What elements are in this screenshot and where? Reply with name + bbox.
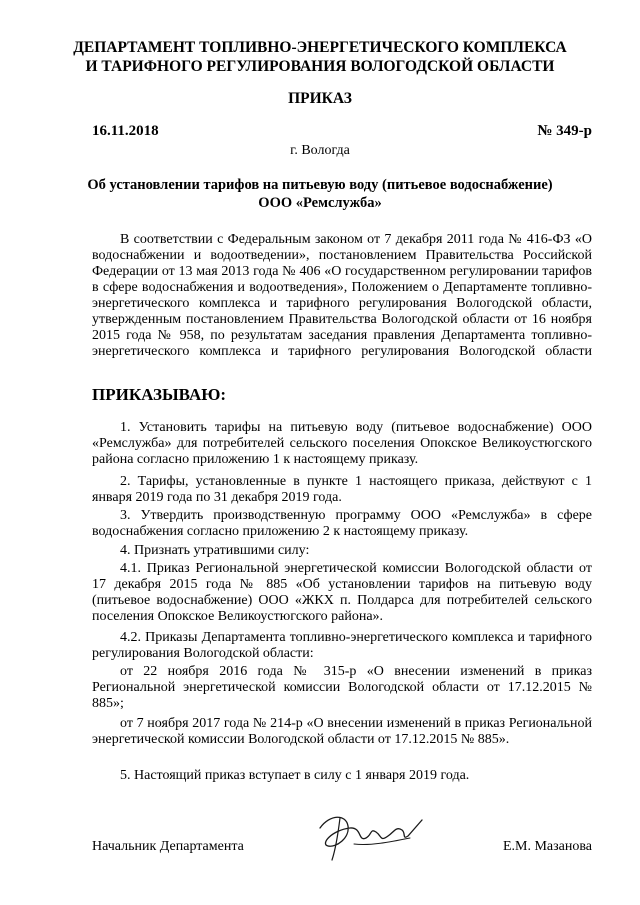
item-4: 4. Признать утратившими силу:	[120, 543, 310, 558]
item-3: 3. Утвердить производственную программу ООО «Ремслужба» в сфере водоснабжения согласно приложению 2 к настоящему приказу.	[92, 508, 592, 539]
item-4-2-b: от 7 ноября 2017 года № 214-р «О внесении изменений в приказ Региональной энергетической комиссии Вологодской области от 17.12.2015 № 885».	[92, 716, 592, 747]
order-number: № 349-р	[537, 123, 592, 139]
city: г. Вологда	[290, 143, 350, 158]
subject-line2: ООО «Ремслужба»	[258, 195, 382, 211]
item-4-2: 4.2. Приказы Департамента топливно-энергетического комплекса и тарифного регулирования Вологодской области:	[92, 630, 592, 661]
signatory-position: Начальник Департамента	[92, 839, 244, 854]
order-date: 16.11.2018	[92, 123, 159, 139]
order-word: ПРИКАЗЫВАЮ:	[92, 385, 227, 404]
document-type: ПРИКАЗ	[288, 90, 352, 107]
item-5: 5. Настоящий приказ вступает в силу с 1 января 2019 года.	[120, 768, 470, 783]
item-4-1: 4.1. Приказ Региональной энергетической комиссии Вологодской области от 17 декабря 2015 года № 885 «Об установлении тарифов на питьевую воду (питьевое водоснабжение) ООО «ЖКХ п. Полдарса для потребителей сельского поселения Опокское Великоустюгского района».	[92, 561, 592, 624]
item-2: 2. Тарифы, установленные в пункте 1 настоящего приказа, действуют с 1 января 2019 года по 31 декабря 2019 года.	[92, 474, 592, 505]
org-name-line1: ДЕПАРТАМЕНТ ТОПЛИВНО-ЭНЕРГЕТИЧЕСКОГО КОМПЛЕКСА	[73, 39, 567, 56]
item-1: 1. Установить тарифы на питьевую воду (питьевое водоснабжение) ООО «Ремслужба» для потребителей сельского поселения Опокское Великоустюгского района согласно приложению 1 к настоящему приказу.	[92, 420, 592, 467]
org-name-line2: И ТАРИФНОГО РЕГУЛИРОВАНИЯ ВОЛОГОДСКОЙ ОБЛАСТИ	[85, 58, 555, 75]
handwritten-signature	[310, 808, 430, 868]
item-4-2-a: от 22 ноября 2016 года № 315-р «О внесении изменений в приказ Региональной энергетической комиссии Вологодской области от 17.12.2015 № 885»;	[92, 664, 592, 711]
signatory-name: Е.М. Мазанова	[502, 839, 592, 854]
subject-line1: Об установлении тарифов на питьевую воду (питьевое водоснабжение)	[87, 177, 553, 193]
preamble: В соответствии с Федеральным законом от 7 декабря 2011 года № 416-ФЗ «О водоснабжении и водоотведении», постановлением Правительства Российской Федерации от 13 мая 2013 года № 406 «О государственном регулировании тарифов в сфере водоснабжения и водоотведения», Положением о Департаменте топливно-энергетического комплекса и тарифного регулирования Вологодской области, утвержденным постановлением Правительства Вологодской области от 16 ноября 2015 года № 958, по результатам заседания правления Департамента топливно-энергетического комплекса и тарифного регулирования Вологодской области	[92, 232, 592, 359]
